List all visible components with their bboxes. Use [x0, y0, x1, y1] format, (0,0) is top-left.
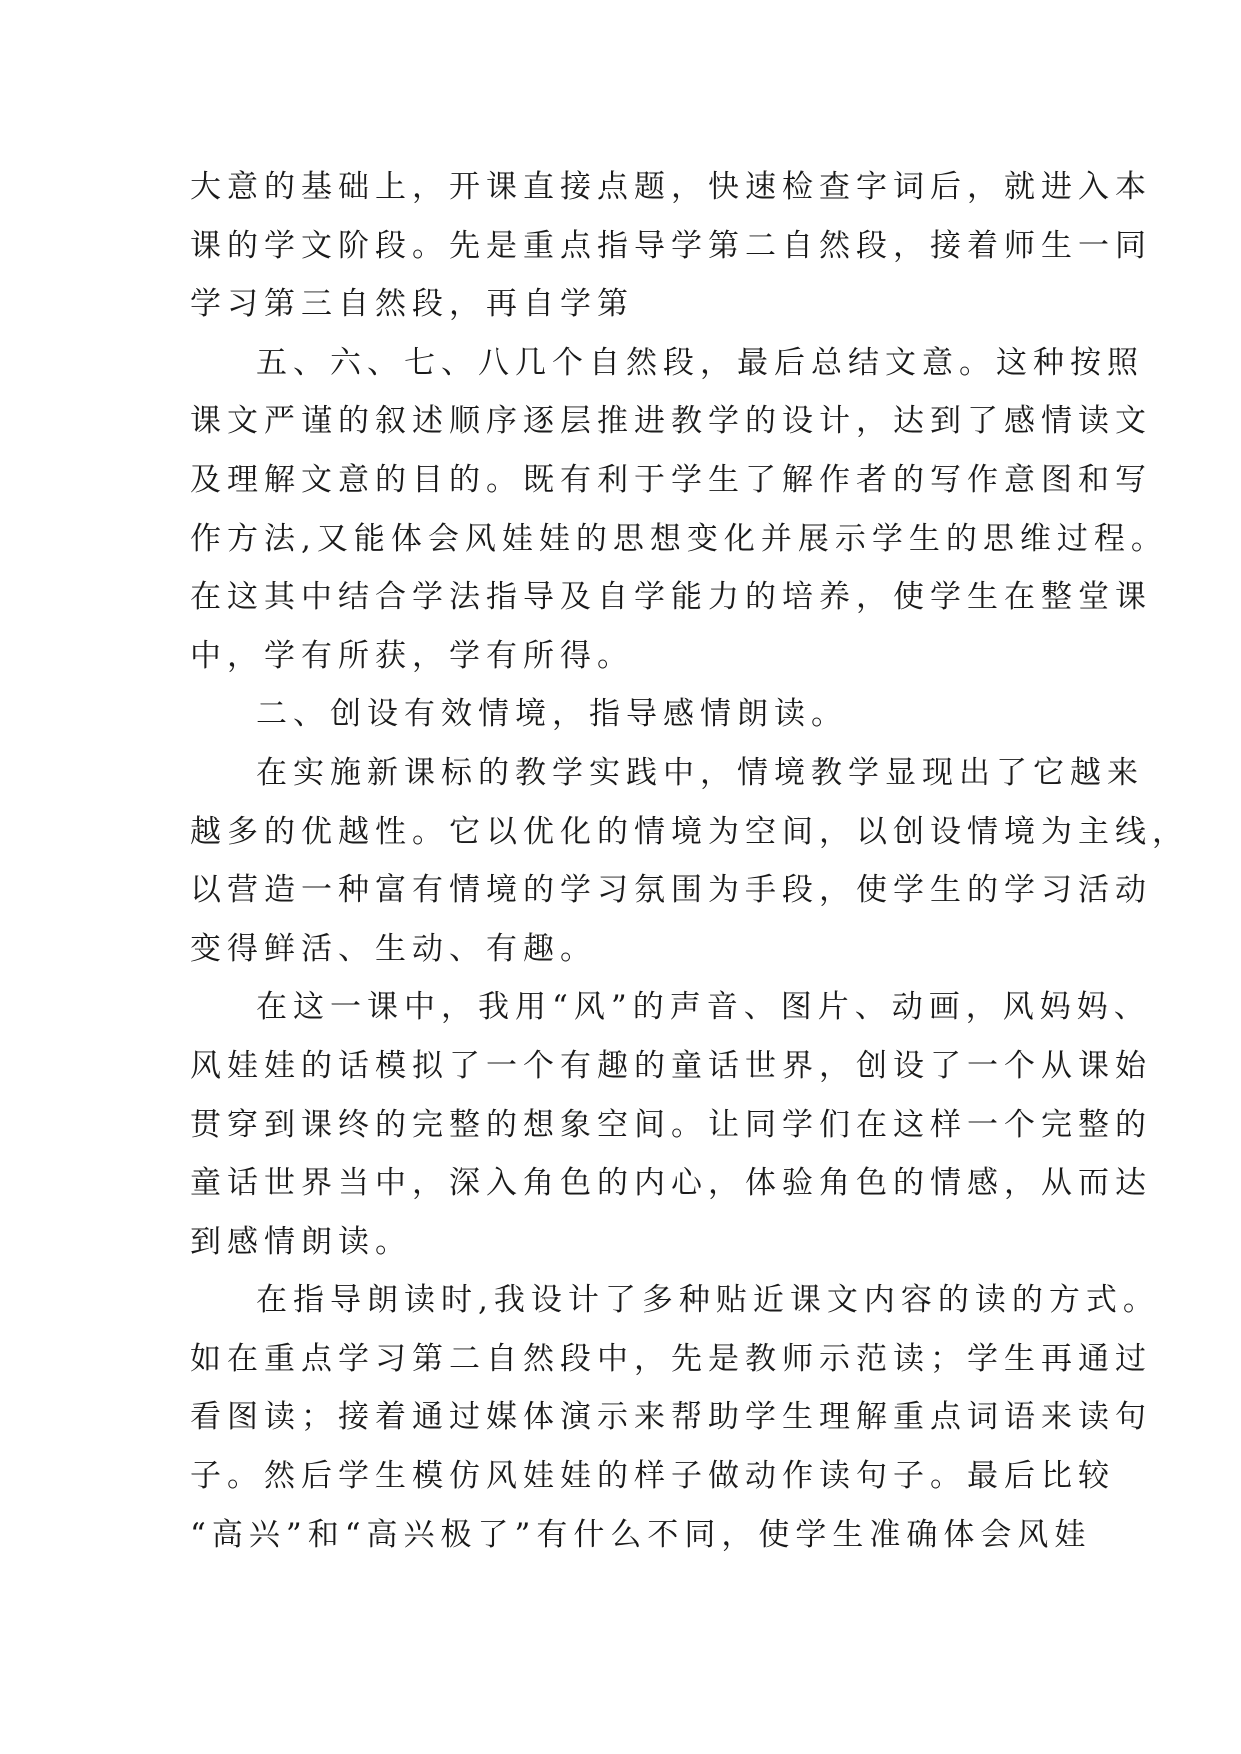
- text-line: 学习第三自然段，再自学第: [190, 286, 634, 323]
- body-text: [190, 158, 1189, 1564]
- section-heading: 二、创设有效情境，指导感情朗读。: [256, 696, 848, 733]
- paragraph-start-line: 在这一课中，我用“风”的声音、图片、动画，风妈妈、: [256, 989, 1151, 1026]
- text-line: 贯穿到课终的完整的想象空间。让同学们在这样一个完整的: [190, 1106, 1152, 1143]
- text-line: 在这其中结合学法指导及自学能力的培养，使学生在整堂课: [190, 579, 1152, 616]
- text-line: 童话世界当中，深入角色的内心，体验角色的情感，从而达: [190, 1165, 1152, 1202]
- text-line: 课的学文阶段。先是重点指导学第二自然段，接着师生一同: [190, 227, 1152, 264]
- paragraph-start-line: 在实施新课标的教学实践中，情境教学显现出了它越来: [256, 754, 1144, 791]
- text-line: 以营造一种富有情境的学习氛围为手段，使学生的学习活动: [190, 872, 1152, 909]
- text-line: 看图读；接着通过媒体演示来帮助学生理解重点词语来读句: [190, 1399, 1152, 1436]
- text-line: 及理解文意的目的。既有利于学生了解作者的写作意图和写: [190, 461, 1152, 498]
- text-line: 大意的基础上，开课直接点题，快速检查字词后，就进入本: [190, 169, 1152, 205]
- paragraph-start-line: 五、六、七、八几个自然段，最后总结文意。这种按照: [256, 344, 1144, 381]
- text-line: 越多的优越性。它以优化的情境为空间，以创设情境为主线，: [190, 813, 1189, 850]
- text-line: 到感情朗读。: [190, 1223, 412, 1260]
- text-line: 课文严谨的叙述顺序逐层推进教学的设计，达到了感情读文: [190, 403, 1152, 440]
- text-line: 变得鲜活、生动、有趣。: [190, 930, 597, 967]
- text-line: 风娃娃的话模拟了一个有趣的童话世界，创设了一个从课始: [190, 1047, 1152, 1084]
- text-line: 子。然后学生模仿风娃娃的样子做动作读句子。最后比较: [190, 1458, 1115, 1495]
- text-line: “高兴”和“高兴极了”有什么不同，使学生准确体会风娃: [190, 1516, 1092, 1553]
- paragraph-start-line: 在指导朗读时,我设计了多种贴近课文内容的读的方式。: [256, 1282, 1160, 1319]
- text-line: 如在重点学习第二自然段中，先是教师示范读；学生再通过: [190, 1340, 1152, 1377]
- text-line: 作方法,又能体会风娃娃的思想变化并展示学生的思维过程。: [190, 520, 1168, 557]
- text-line: 中，学有所获，学有所得。: [190, 637, 634, 674]
